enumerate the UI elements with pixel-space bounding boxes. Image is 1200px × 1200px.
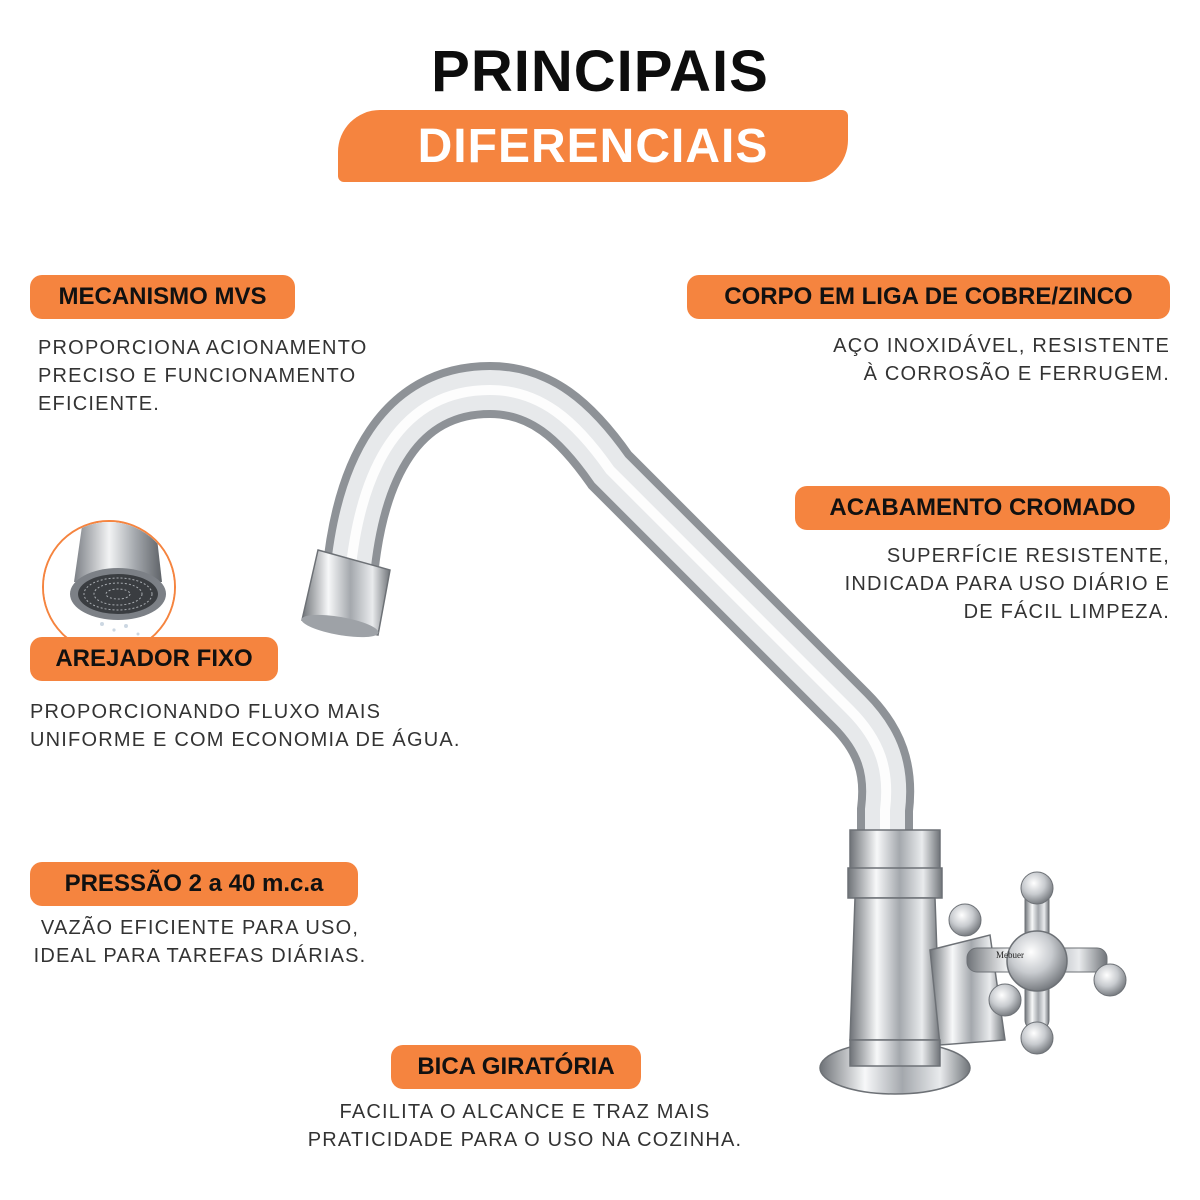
title-badge [338, 110, 848, 182]
feature-arejador-desc: PROPORCIONANDO FLUXO MAIS UNIFORME E COM ECONOMIA DE ÁGUA. [30, 701, 461, 751]
feature-pressao-desc: VAZÃO EFICIENTE PARA USO, IDEAL PARA TAREFAS DIÁRIAS. [33, 917, 367, 967]
feature-bica-text: BICA GIRATÓRIA [417, 1053, 615, 1080]
feature-arejador-label [30, 637, 278, 681]
page-subtitle: DIFERENCIAIS [417, 119, 769, 173]
feature-pressao-label [30, 862, 358, 906]
feature-corpo-text: CORPO EM LIGA DE COBRE/ZINCO [724, 283, 1133, 310]
feature-mecanismo-desc: PROPORCIONA ACIONAMENTO PRECISO E FUNCIONAMENTO EFICIENTE. [38, 337, 368, 415]
feature-arejador-text: AREJADOR FIXO [55, 645, 253, 672]
aerator-closeup [42, 520, 176, 654]
feature-bica-label [391, 1045, 641, 1089]
feature-mecanismo-text: MECANISMO MVS [58, 283, 267, 310]
feature-acabamento-text: ACABAMENTO CROMADO [829, 494, 1136, 521]
feature-mecanismo-label [30, 275, 295, 319]
feature-acabamento-desc: SUPERFÍCIE RESISTENTE, INDICADA PARA USO DIÁRIO E DE FÁCIL LIMPEZA. [844, 545, 1170, 623]
feature-corpo-label [687, 275, 1170, 319]
page-title: PRINCIPAIS [431, 39, 769, 104]
feature-bica-desc: FACILITA O ALCANCE E TRAZ MAIS PRATICIDADE PARA O USO NA COZINHA. [307, 1101, 743, 1151]
brand-mark: Mebuer [996, 950, 1024, 960]
feature-corpo-desc: AÇO INOXIDÁVEL, RESISTENTE À CORROSÃO E FERRUGEM. [833, 335, 1170, 385]
feature-pressao-text: PRESSÃO 2 a 40 m.c.a [64, 870, 324, 897]
feature-acabamento-label [795, 486, 1170, 530]
